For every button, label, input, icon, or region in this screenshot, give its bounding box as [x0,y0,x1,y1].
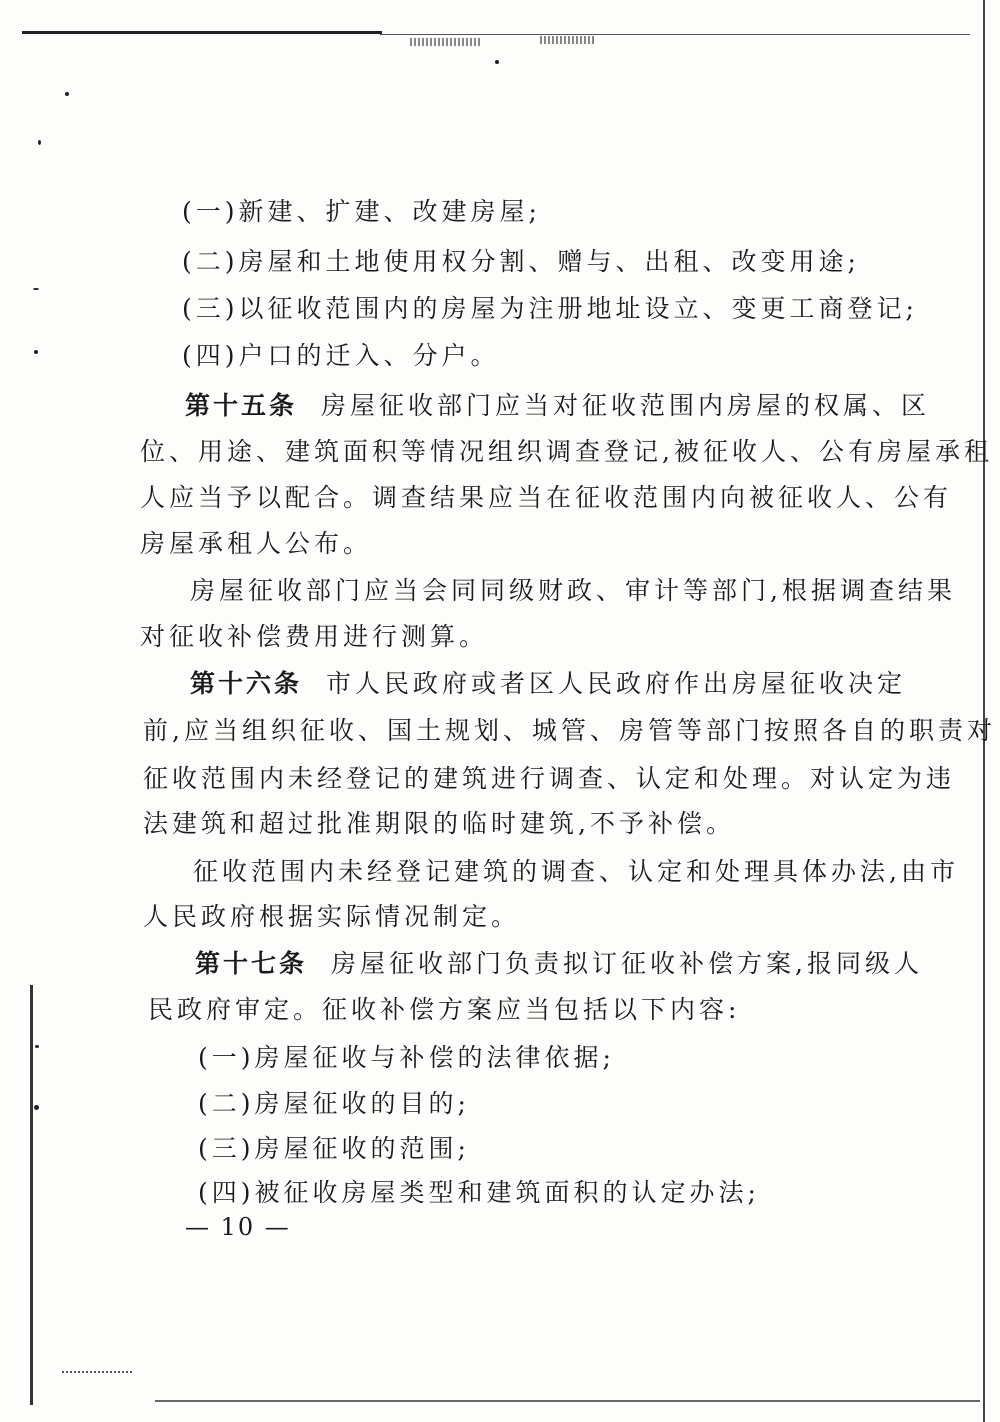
scan-speck [35,1045,39,1048]
paragraph-line: 人民政府根据实际情况制定。 [143,902,521,931]
paragraph-line: 法建筑和超过批准期限的临时建筑,不予补偿。 [143,809,735,838]
scan-border-bottom [155,1400,980,1402]
paragraph-text: 房屋征收部门应当对征收范围内房屋的权属、区 [321,391,931,420]
page-number: — 10 — [185,1213,291,1241]
article-16-first-line [190,668,906,700]
article-heading: 第十五条 [185,391,298,420]
list-item: (一)房屋征收与补偿的法律依据; [198,1043,615,1072]
scan-border-right [983,0,985,1422]
article-17-first-line [195,948,923,980]
scan-speck [38,140,41,145]
article-heading: 第十六条 [190,669,303,698]
paragraph-line: 征收范围内未经登记的建筑进行调查、认定和处理。对认定为违 [143,764,956,793]
paragraph-line: 房屋征收部门应当会同同级财政、审计等部门,根据调查结果 [190,576,956,605]
scan-border-top [22,31,382,34]
list-item: (四)被征收房屋类型和建筑面积的认定办法; [198,1178,760,1207]
list-item: (三)以征收范围内的房屋为注册地址设立、变更工商登记; [182,294,918,323]
list-item: (二)房屋征收的目的; [198,1089,470,1118]
list-item: (一)新建、扩建、改建房屋; [182,197,541,226]
list-item: (二)房屋和土地使用权分割、赠与、出租、改变用途; [182,247,860,276]
scan-smudge [410,38,480,46]
paragraph-line: 征收范围内未经登记建筑的调查、认定和处理具体办法,由市 [193,857,959,886]
scan-border-left [30,985,33,1405]
scan-speck [65,92,69,96]
paragraph-line: 人应当予以配合。调查结果应当在征收范围内向被征收人、公有 [140,483,953,512]
paragraph-line: 民政府审定。征收补偿方案应当包括以下内容: [148,995,741,1024]
scan-speck [34,1105,39,1110]
paragraph-line: 房屋承租人公布。 [140,529,373,558]
article-heading: 第十七条 [195,949,308,978]
scan-speck [33,288,39,290]
scan-dash [62,1371,132,1375]
scan-border-top-thin [380,34,970,35]
scan-speck [495,60,499,64]
article-15-first-line [185,390,930,422]
list-item: (四)户口的迁入、分户。 [182,341,500,370]
list-item: (三)房屋征收的范围; [198,1134,470,1163]
paragraph-text: 市人民政府或者区人民政府作出房屋征收决定 [326,669,907,698]
scan-speck [34,350,38,354]
paragraph-line: 对征收补偿费用进行测算。 [140,622,489,651]
paragraph-line: 前,应当组织征收、国土规划、城管、房管等部门按照各自的职责对 [143,716,996,745]
scan-smudge [540,36,595,44]
paragraph-line: 位、用途、建筑面积等情况组织调查登记,被征收人、公有房屋承租 [140,437,993,466]
paragraph-text: 房屋征收部门负责拟订征收补偿方案,报同级人 [331,949,923,978]
